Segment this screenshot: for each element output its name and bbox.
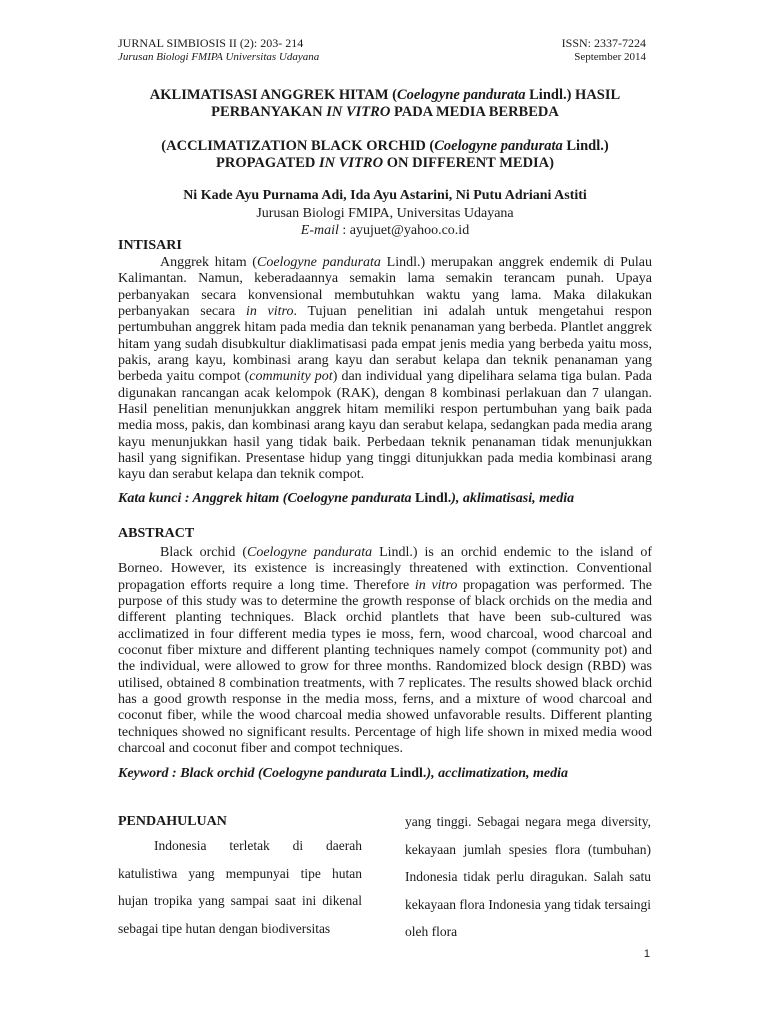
intisari-species: Coelogyne pandurata [256, 255, 381, 270]
issue-date: September 2014 [574, 51, 646, 63]
abstract-species: Coelogyne pandurata [246, 545, 373, 560]
abstract-text-2: Lindl.) is an orchid endemic to the island of Borneo. However, its existence is increasingly threatened with extinction. Conventional propagation efforts require a long time. Therefore [118, 545, 652, 593]
kata-kunci-b: ), aklimatisasi, media [451, 491, 575, 506]
authors: Ni Kade Ayu Purnama Adi, Ida Ayu Astarini, Ni Putu Adriani Astiti [183, 188, 587, 203]
pendahuluan-left-text: Indonesia terletak di daerah katulistiwa yang mempunyai tipe hutan hujan tropika yang sampai saat ini dikenal sebagai tipe hutan dengan biodiversitas [118, 838, 362, 936]
intisari-community-pot: community pot [249, 369, 333, 385]
institution-line: Jurusan Biologi FMIPA Universitas Udayana [118, 51, 320, 63]
keyword-b: ), acclimatization, media [426, 766, 568, 781]
abstract-text-3: propagation was performed. The purpose of this study was to determine the growth response of black orchids on the media and different planting techniques. Black orchid plantlets that have been sub-cultured was acclimatized in four different media types ie moss, fern, wood charcoal, wood charcoal and coconut fiber mixture and different planting techniques namely compot (community pot) and the individual, were allowed to grow for three months. Randomized block design (RBD) was utilised, obtained 8 combination treatments, with 7 replicates. The results showed black orchid has a good growth response in the media moss, ferns, and a mixture of wood charcoal and coconut fiber, while the wood charcoal media showed unfavorable results. Different planting techniques showed no significant results. Percentage of high life shown in mixed media wood charcoal and coconut fiber and compot techniques. [118, 577, 652, 757]
title-id-line2-b: PADA MEDIA BERBEDA [390, 104, 559, 120]
title-en-line1-a: (ACCLIMATIZATION BLACK ORCHID ( [161, 138, 435, 154]
kata-kunci-a: Kata kunci : Anggrek hitam (Coelogyne pandurata [118, 491, 416, 506]
keyword-line [118, 765, 678, 782]
title-indonesian [118, 87, 652, 121]
abstract-invitro: in vitro [414, 577, 458, 593]
intisari-text-4: ) dan individual yang dipelihara selama tiga bulan. Pada digunakan rancangan acak kelompok (RAK), dengan 8 kombinasi perlakuan dan 7 ulangan. Hasil penelitian menunjukkan anggrek hitam memiliki respon pertumbuhan yang baik pada media moss, pakis, dan kombinasi arang kayu dan serabut kelapa, sedangkan pada media arang kayu menunjukkan hasil yang tidak baik. Perbedaan teknik penanaman tidak menunjukkan hasil yang signifikan. Presentase hidup yang tinggi ditunjukkan pada media kombinasi arang kayu dan serabut kelapa dan teknik compot. [118, 369, 653, 483]
keyword-lindl: Lindl. [390, 766, 427, 781]
title-id-line1-a: AKLIMATISASI ANGGREK HITAM ( [149, 87, 397, 103]
title-english [118, 138, 652, 172]
affiliation: Jurusan Biologi FMIPA, Universitas Udayana [256, 206, 514, 221]
kata-kunci-lindl: Lindl. [415, 491, 452, 506]
abstract-text-1: Black orchid ( [160, 545, 247, 560]
pendahuluan-heading: PENDAHULUAN [118, 814, 227, 829]
pendahuluan-left-column [118, 832, 362, 942]
keyword-a: Keyword : Black orchid (Coelogyne pandurata [118, 766, 391, 781]
email-value[interactable]: : ayujuet@yahoo.co.id [338, 223, 470, 238]
pendahuluan-right-column: yang tinggi. Sebagai negara mega diversity, kekayaan jumlah spesies flora (tumbuhan) Indonesia tidak perlu diragukan. Salah satu kekayaan flora Indonesia yang tidak tersaingi oleh flora [405, 814, 651, 939]
title-en-line2-a: PROPAGATED [216, 155, 319, 171]
title-en-invitro: IN VITRO [319, 155, 384, 171]
title-id-species: Coelogyne pandurata [397, 87, 526, 103]
intisari-paragraph [118, 255, 652, 484]
intisari-invitro: in vitro [245, 304, 294, 320]
journal-name: JURNAL SIMBIOSIS II (2): 203- 214 [118, 36, 304, 50]
title-id-line2-a: PERBANYAKAN [211, 104, 327, 120]
abstract-paragraph [118, 545, 652, 757]
title-en-line1-b: Lindl.) [562, 138, 609, 154]
issn: ISSN: 2337-7224 [561, 36, 646, 50]
email-label: E-mail [300, 223, 339, 238]
kata-kunci [118, 490, 678, 507]
intisari-text-1: Anggrek hitam ( [160, 255, 257, 270]
title-en-line2-b: ON DIFFERENT MEDIA) [383, 155, 554, 171]
title-id-line1-b: Lindl.) HASIL [525, 87, 621, 103]
intisari-text-2: Lindl.) merupakan anggrek endemik di Pulau Kalimantan. Namun, keberadaannya semakin lama semakin terancam punah. Upaya perbanyakan secara konvensional membutuhkan waktu yang lama. Maka dilakukan perbanyakan secara [118, 255, 653, 320]
abstract-heading: ABSTRACT [118, 526, 195, 541]
intisari-heading: INTISARI [118, 238, 182, 253]
email-line [118, 222, 652, 240]
title-id-invitro: IN VITRO [326, 104, 391, 120]
page-number: 1 [643, 948, 650, 960]
intisari-text-3: . Tujuan penelitian ini adalah untuk mengetahui respon pertumbuhan anggrek hitam pada media dan teknik penanaman yang berbeda. Plantlet anggrek hitam yang sudah disubkultur diaklimatisasi pada empat jenis media yang berbeda yaitu moss, pakis, arang kayu, kombinasi arang kayu dan serabut kelapa dan teknik penanaman yang berbeda yaitu compot ( [118, 304, 653, 385]
title-en-species: Coelogyne pandurata [434, 138, 563, 154]
